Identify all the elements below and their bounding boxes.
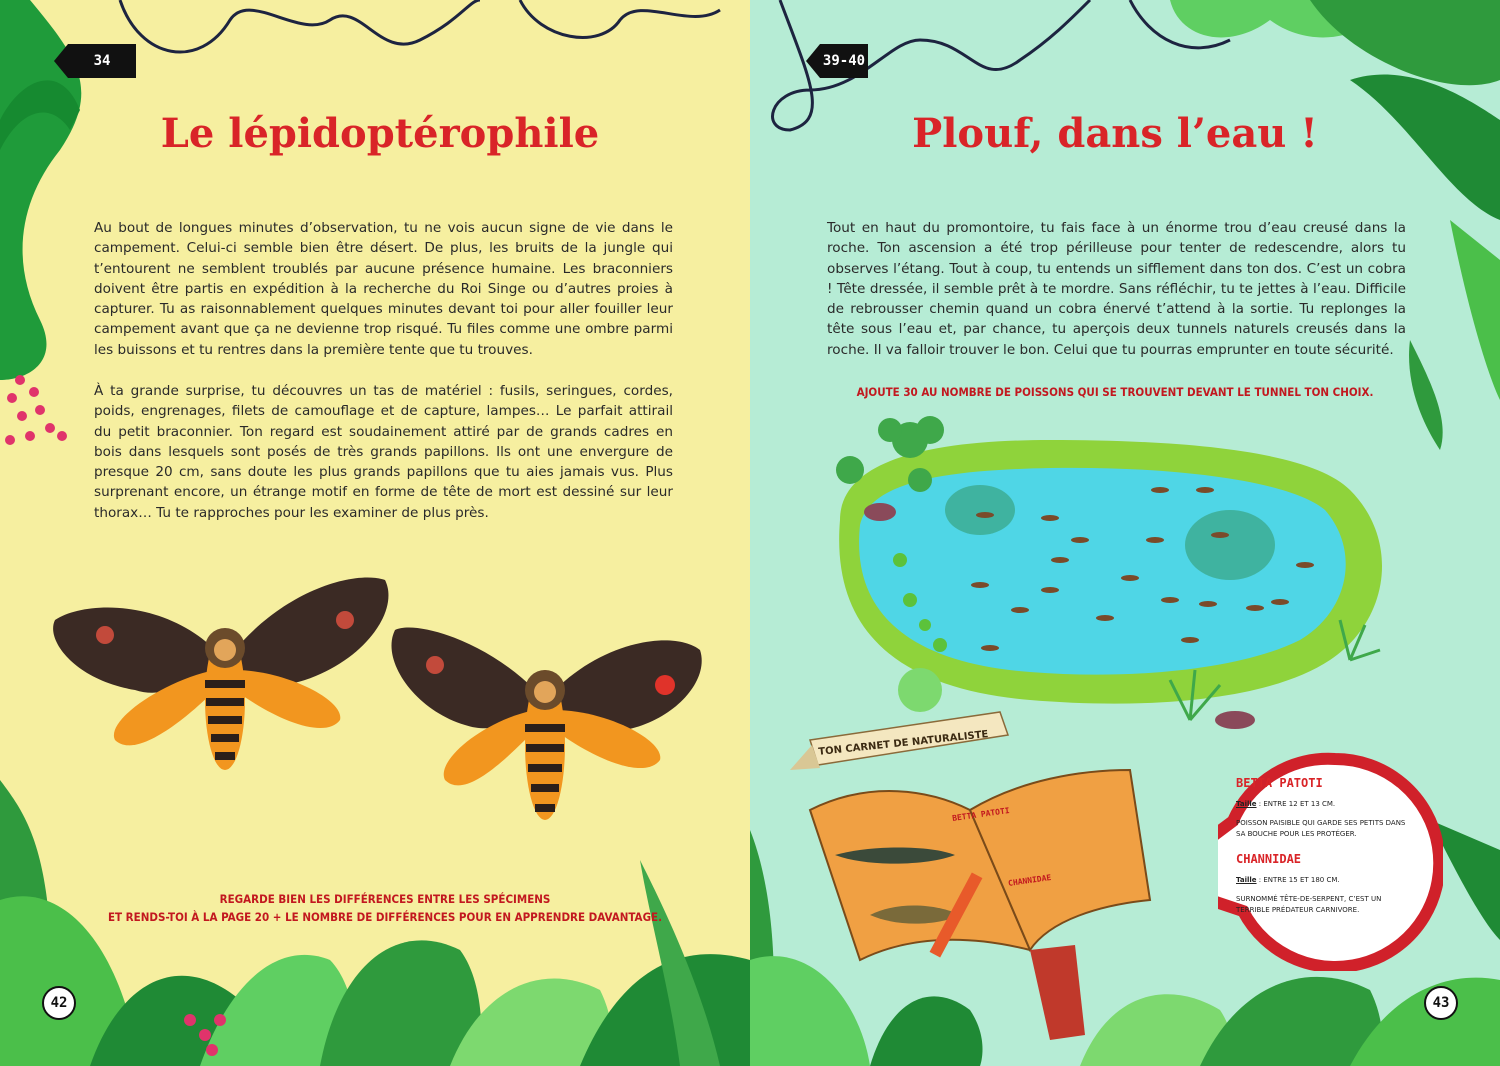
story-paragraph-1: Tout en haut du promontoire, tu fais face à un énorme trou d’eau creusé dans la roche. Ton ascension a été trop périlleuse pour tenter de redescendre, alors tu observes l’étang. Tout à coup, tu entends un sifflement dans ton dos. C’est un cobra ! Tête dressée, il semble prêt à te mordre. Sans réfléchir, tu te jettes à l’eau. Difficile de rebrousser chemin quand un cobra énervé t’attend à la sortie. Tu replonges la tête sous l’eau et, par chance, tu aperçois deux tunnels naturels creusés dans la roche. Il va falloir trouver le bon. Celui que tu pourras emprunter en toute sécurité.: [827, 220, 1406, 358]
fish-1-description: POISSON PAISIBLE QUI GARDE SES PETITS DANS SA BOUCHE POUR LES PROTÉGER.: [1236, 819, 1406, 838]
notebook-fish-1-name: BETTA PATOTI: [951, 806, 1011, 823]
hanging-vine: [520, 0, 720, 37]
instruction-line: REGARDE BIEN LES DIFFÉRENCES ENTRE LES SPÉCIMENS: [219, 892, 551, 906]
fish-2-description: SURNOMMÉ TÊTE-DE-SERPENT, C’EST UN TERRIBLE PRÉDATEUR CARNIVORE.: [1236, 895, 1382, 914]
fish-2-size-value: : ENTRE 15 ET 180 CM.: [1258, 876, 1340, 884]
fish-1-size-label: Taille: [1236, 800, 1257, 808]
game-instruction: AJOUTE 30 AU NOMBRE DE POISSONS QUI SE TROUVENT DEVANT LE TUNNEL TON CHOIX.: [856, 385, 1374, 399]
notebook-fish-2-name: CHANNIDAE: [1007, 873, 1052, 888]
tree-branch: [1350, 75, 1500, 220]
game-instruction: [100, 892, 670, 924]
instruction-line: ET RENDS-TOI À LA PAGE 20 + LE NOMBRE DE DIFFÉRENCES POUR EN APPRENDRE DAVANTAGE.: [107, 910, 663, 924]
moth-left-icon: [53, 578, 388, 770]
hanging-vine: [120, 0, 480, 52]
fish-1-name: BETTA PATOTI: [1236, 776, 1323, 790]
section-tag: 39-40: [820, 44, 868, 78]
fish-2-name: CHANNIDAE: [1236, 852, 1302, 866]
fish-2-size-label: Taille: [1236, 876, 1257, 884]
fish-2-size: [1236, 876, 1411, 884]
page-number: 43: [1424, 986, 1458, 1020]
page-number: 42: [42, 986, 76, 1020]
story-paragraph-2: À ta grande surprise, tu découvres un tas de matériel : fusils, seringues, cordes, poids, engrenages, filets de camouflage et de capture, lampes… Le parfait attirail du petit braconnier. Ton regard est soudainement attiré par de grands cadres en bois dans lesquels sont posés de très grands papillons. Ils ont une envergure de presque 20 cm, sans doute les plus grands papillons que tu aies jamais vus. Plus surprenant encore, un étrange motif en forme de tête de mort est dessiné sur leur thorax… Tu te rapproches pour les examiner de plus près.: [94, 383, 673, 521]
hanging-leaf: [1409, 340, 1443, 450]
notebook-banner: TON CARNET DE NATURALISTE: [817, 729, 989, 758]
hanging-leaf: [1450, 220, 1500, 400]
page-title: Plouf, dans l’eau !: [912, 110, 1318, 157]
fact-callout-content: [1236, 776, 1411, 928]
page-title: Le lépidoptérophile: [160, 110, 600, 157]
section-tag: 34: [68, 44, 136, 78]
fish-1-size-value: : ENTRE 12 ET 13 CM.: [1258, 800, 1336, 808]
fish-1-size: [1236, 800, 1411, 808]
story-paragraph-1: Au bout de longues minutes d’observation, tu ne vois aucun signe de vie dans le campement. Celui-ci semble bien être désert. De plus, les bruits de la jungle qui t’entourent ne semblent troublés par aucune présence humaine. Les braconniers doivent être partis en expédition à la recherche du Roi Singe ou d’autres proies à capturer. Tu as raisonnablement quelques minutes devant toi pour aller fouiller leur campement avant que ça ne devienne trop risqué. Tu files comme une ombre parmi les buissons et tu rentres dans la première tente que tu trouves.: [94, 220, 673, 358]
moth-right-icon: [391, 628, 701, 821]
leaf-cluster-top: [1310, 0, 1500, 85]
berry-plant-icon: [5, 375, 67, 445]
